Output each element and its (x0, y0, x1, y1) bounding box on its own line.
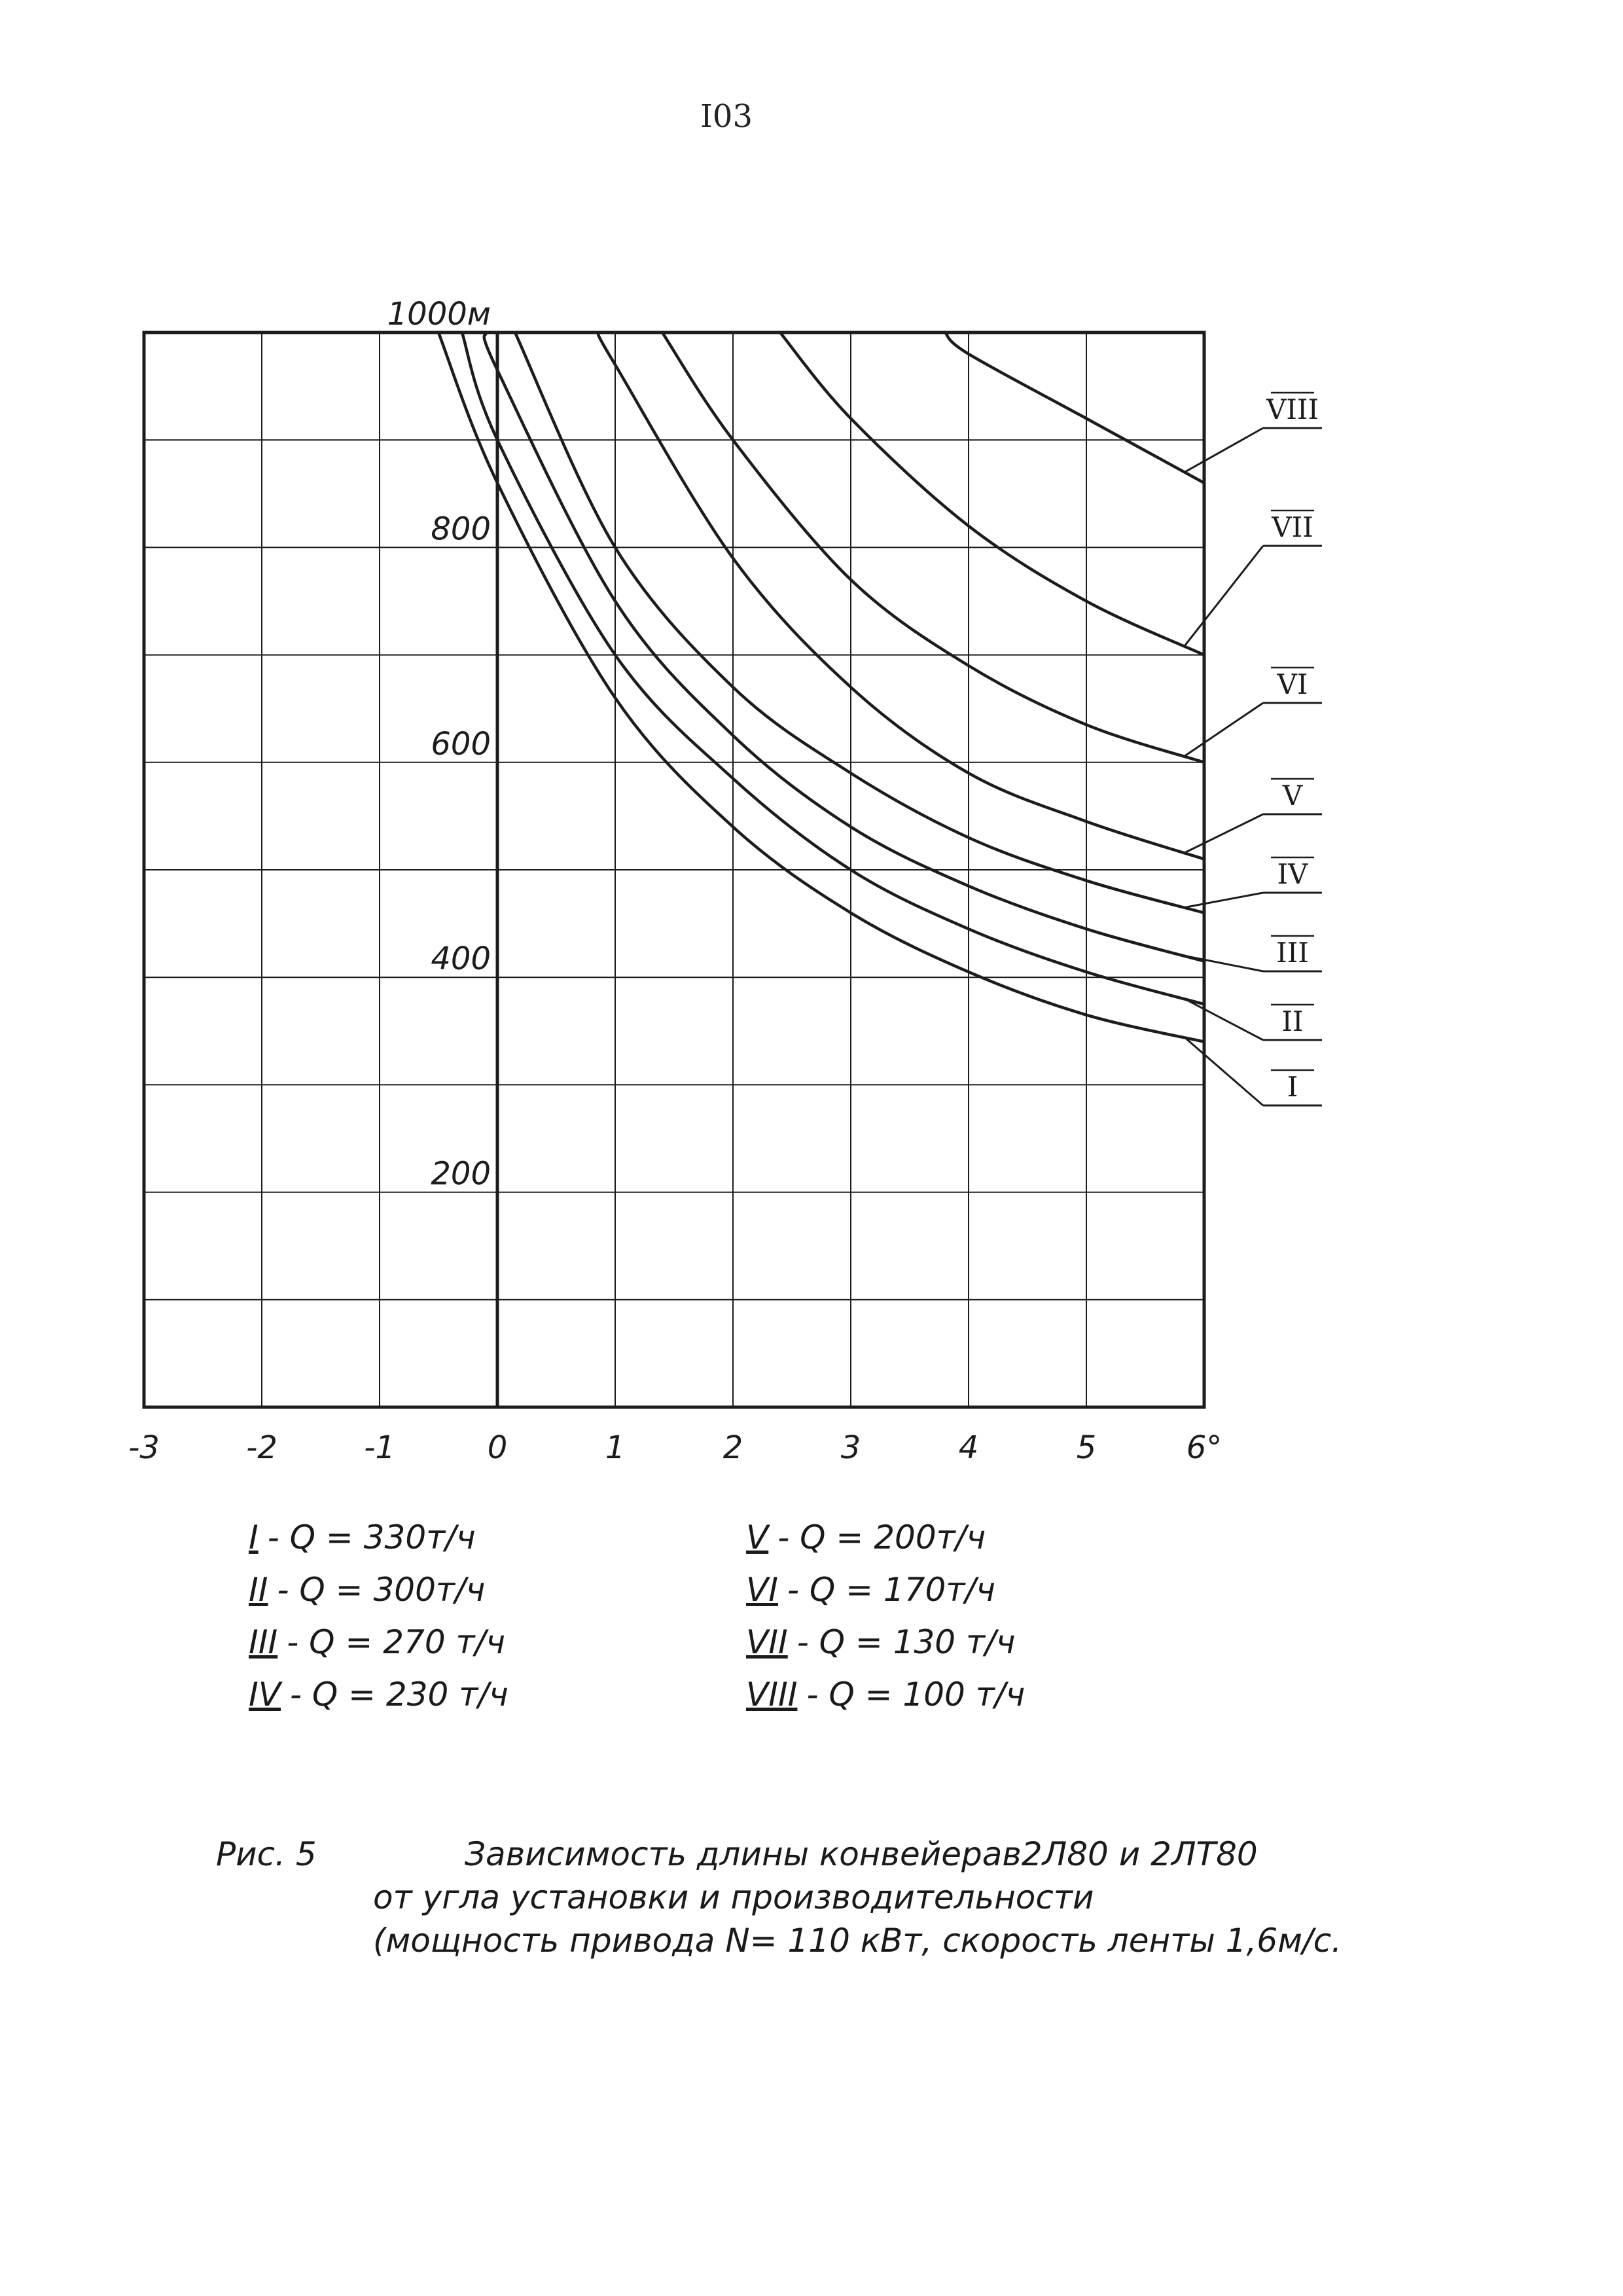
legend-text: - Q = 300т/ч (277, 1571, 486, 1609)
chart-grid (144, 332, 1204, 1407)
legend-item-v (746, 1518, 986, 1556)
callout-leader (1185, 814, 1263, 853)
legend-text: - Q = 230 т/ч (289, 1676, 508, 1713)
callout-leader (1185, 703, 1263, 756)
caption-line-3: (мощность привода N= 110 кВт, скорость ленты 1,6м/с. (373, 1922, 1342, 1960)
x-tick-label: 6° (1186, 1429, 1222, 1466)
legend-text: - Q = 170т/ч (787, 1571, 995, 1609)
legend-text: - Q = 200т/ч (777, 1518, 986, 1556)
chart-curves (438, 332, 1322, 1105)
legend-item-viii (746, 1676, 1025, 1713)
chart-labels (128, 296, 1319, 1466)
y-tick-label: 600 (431, 725, 491, 762)
x-tick-label: 3 (840, 1429, 861, 1466)
legend-numeral: I (249, 1518, 259, 1556)
x-tick-label: 4 (958, 1429, 979, 1466)
callout-leader (1185, 1037, 1263, 1105)
legend-numeral: VIII (746, 1676, 798, 1713)
callout-leader (1185, 893, 1263, 907)
series-label-ii: II (1281, 1005, 1304, 1037)
x-tick-label: -1 (364, 1429, 395, 1466)
legend-numeral: VII (746, 1623, 788, 1661)
x-tick-label: 0 (487, 1429, 508, 1466)
series-label-iii: III (1276, 937, 1309, 969)
x-tick-label: -3 (128, 1429, 160, 1466)
series-label-vii: VII (1272, 511, 1313, 543)
legend-numeral: III (249, 1623, 278, 1661)
legend-item-vi (746, 1571, 995, 1609)
page-number: I03 (700, 98, 753, 135)
series-label-vi: VI (1277, 668, 1308, 700)
x-tick-label: -2 (246, 1429, 277, 1466)
series-line-viii (945, 332, 1204, 483)
legend-item-i (249, 1518, 476, 1556)
caption-line-1: Зависимость длины конвейерав2Л80 и 2ЛТ80 (465, 1835, 1258, 1873)
x-tick-label: 5 (1076, 1429, 1097, 1466)
series-line-vii (780, 332, 1204, 655)
legend-numeral: IV (249, 1676, 281, 1713)
legend-text: - Q = 330т/ч (267, 1518, 476, 1556)
y-tick-label: 400 (431, 941, 491, 978)
caption-line-2: от угла установки и производительности (373, 1878, 1094, 1916)
callout-leader (1185, 999, 1263, 1040)
y-tick-label: 1000м (387, 296, 491, 332)
legend-numeral: II (249, 1571, 268, 1609)
legend-text: - Q = 100 т/ч (806, 1676, 1026, 1713)
legend-item-iv (249, 1676, 508, 1713)
legend-text: - Q = 130 т/ч (796, 1623, 1016, 1661)
legend-item-ii (249, 1571, 485, 1609)
series-label-i: I (1287, 1071, 1298, 1103)
series-line-v (597, 332, 1204, 859)
legend-item-iii (249, 1623, 505, 1661)
legend-text: - Q = 270 т/ч (287, 1623, 506, 1661)
series-line-i (438, 332, 1204, 1042)
legend-item-vii (746, 1623, 1016, 1661)
callout-leader (1185, 428, 1263, 472)
caption-label: Рис. 5 (216, 1835, 317, 1873)
x-tick-label: 1 (605, 1429, 626, 1466)
series-label-v: V (1282, 780, 1303, 812)
legend-numeral: VI (746, 1571, 778, 1609)
series-label-iv: IV (1277, 858, 1308, 890)
callout-leader (1185, 546, 1263, 646)
callout-leader (1185, 956, 1263, 971)
series-label-viii: VIII (1266, 393, 1319, 425)
x-tick-label: 2 (722, 1429, 743, 1466)
legend (249, 1518, 1165, 1754)
legend-numeral: V (746, 1518, 769, 1556)
y-tick-label: 200 (431, 1155, 491, 1193)
y-tick-label: 800 (431, 511, 491, 548)
